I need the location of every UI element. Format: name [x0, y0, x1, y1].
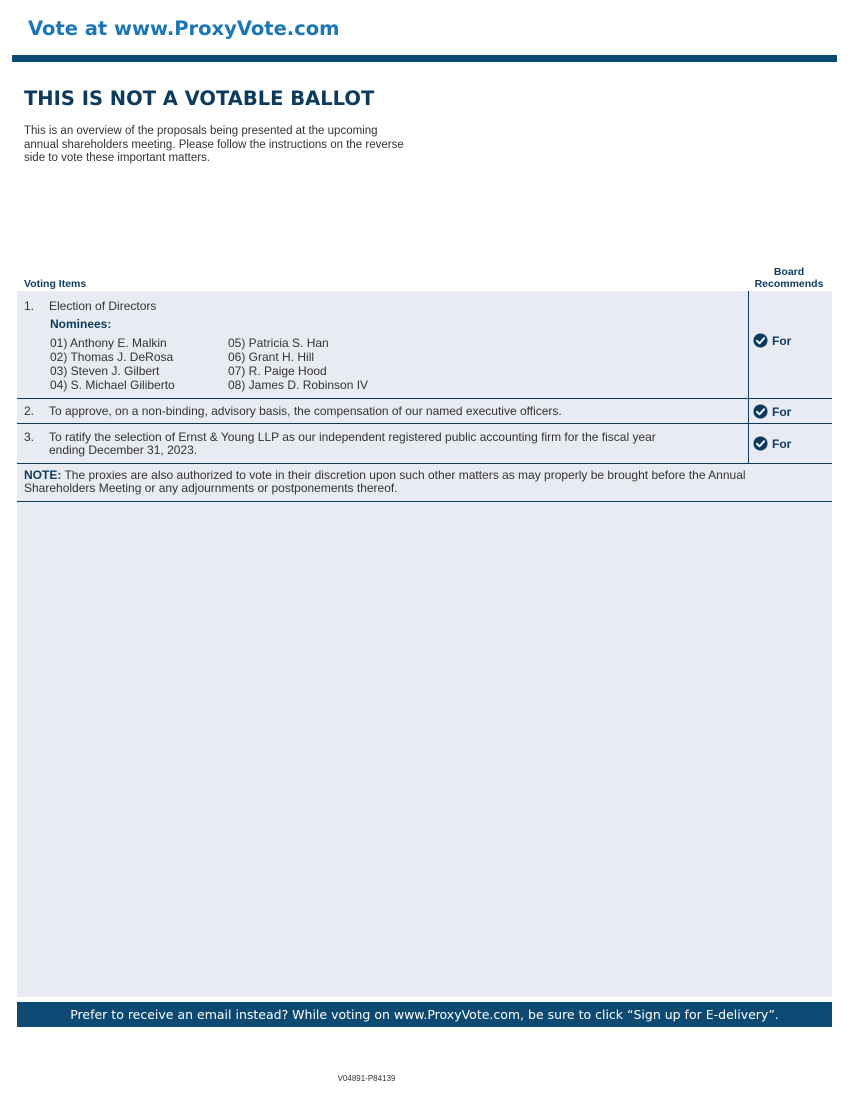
recommendation-label: For — [772, 404, 792, 419]
column-divider — [748, 291, 749, 398]
nominees-list-left — [50, 336, 175, 392]
item-2-text — [24, 405, 562, 418]
intro-paragraph: This is an overview of the proposals being presented at the upcoming annual shareholders meeting. Please follow the instructions on the reverse side to vote these important matters. — [24, 125, 404, 164]
column-divider — [748, 399, 749, 423]
column-divider — [748, 424, 749, 463]
nominee: 01) Anthony E. Malkin — [50, 336, 167, 350]
check-circle-icon — [753, 404, 768, 419]
voting-item-3 — [17, 424, 832, 463]
recommendation-label: For — [772, 333, 792, 348]
item-2-recommendation — [753, 404, 791, 419]
item-3-line2: ending December 31, 2023. — [49, 442, 198, 457]
note-label: NOTE: — [24, 468, 62, 482]
item-2-title: To approve, on a non-binding, advisory basis, the compensation of our named executive officers. — [49, 404, 562, 418]
board-recommends-line2: Recommends — [754, 278, 824, 290]
voting-item-2 — [17, 399, 832, 423]
voting-item-1 — [17, 291, 832, 398]
nominee: 08) James D. Robinson IV — [228, 378, 369, 392]
note-row — [17, 464, 832, 501]
check-circle-icon — [753, 436, 768, 451]
voting-items-header: Voting Items — [24, 278, 87, 290]
nominees-label: Nominees: — [50, 317, 112, 331]
item-1-recommendation — [753, 333, 791, 348]
nominee: 02) Thomas J. DeRosa — [50, 350, 174, 364]
board-recommends-line1: Board — [773, 266, 805, 278]
edelivery-text: Prefer to receive an email instead? While voting on www.ProxyVote.com, be sure to click “Sign up for E-delivery”. — [70, 1007, 779, 1022]
recommendation-label: For — [772, 436, 792, 451]
item-2-number: 2. — [24, 404, 35, 418]
item-1-title: Election of Directors — [49, 299, 157, 313]
board-recommends-header — [748, 266, 830, 290]
top-divider — [12, 55, 837, 62]
voting-items-panel — [17, 291, 832, 997]
item-3-line1: To ratify the selection of Ernst & Young LLP as our independent registered public accounting firm for the fiscal year — [49, 430, 656, 444]
item-3-text — [24, 431, 746, 456]
check-circle-icon — [753, 333, 768, 348]
item-3-number: 3. — [24, 430, 35, 444]
nominee: 03) Steven J. Gilbert — [50, 364, 160, 378]
row-divider — [17, 501, 832, 502]
nominees-list-right — [228, 336, 368, 392]
nominee: 05) Patricia S. Han — [228, 336, 329, 350]
control-code: V04891-P84139 — [337, 1074, 396, 1083]
item-3-recommendation — [753, 436, 791, 451]
note-text — [24, 469, 754, 495]
edelivery-banner — [17, 1002, 832, 1027]
item-1-text — [24, 300, 156, 313]
note-body: The proxies are also authorized to vote in their discretion upon such other matters as may properly be brought before the Annual Shareholders Meeting or any adjournments or postponements thereof. — [24, 468, 746, 495]
nominee: 06) Grant H. Hill — [228, 350, 315, 364]
nominee: 04) S. Michael Giliberto — [50, 378, 175, 392]
item-1-number: 1. — [24, 299, 35, 313]
nominee: 07) R. Paige Hood — [228, 364, 327, 378]
page-title: THIS IS NOT A VOTABLE BALLOT — [24, 87, 375, 110]
vote-link-header: Vote at www.ProxyVote.com — [28, 17, 340, 40]
